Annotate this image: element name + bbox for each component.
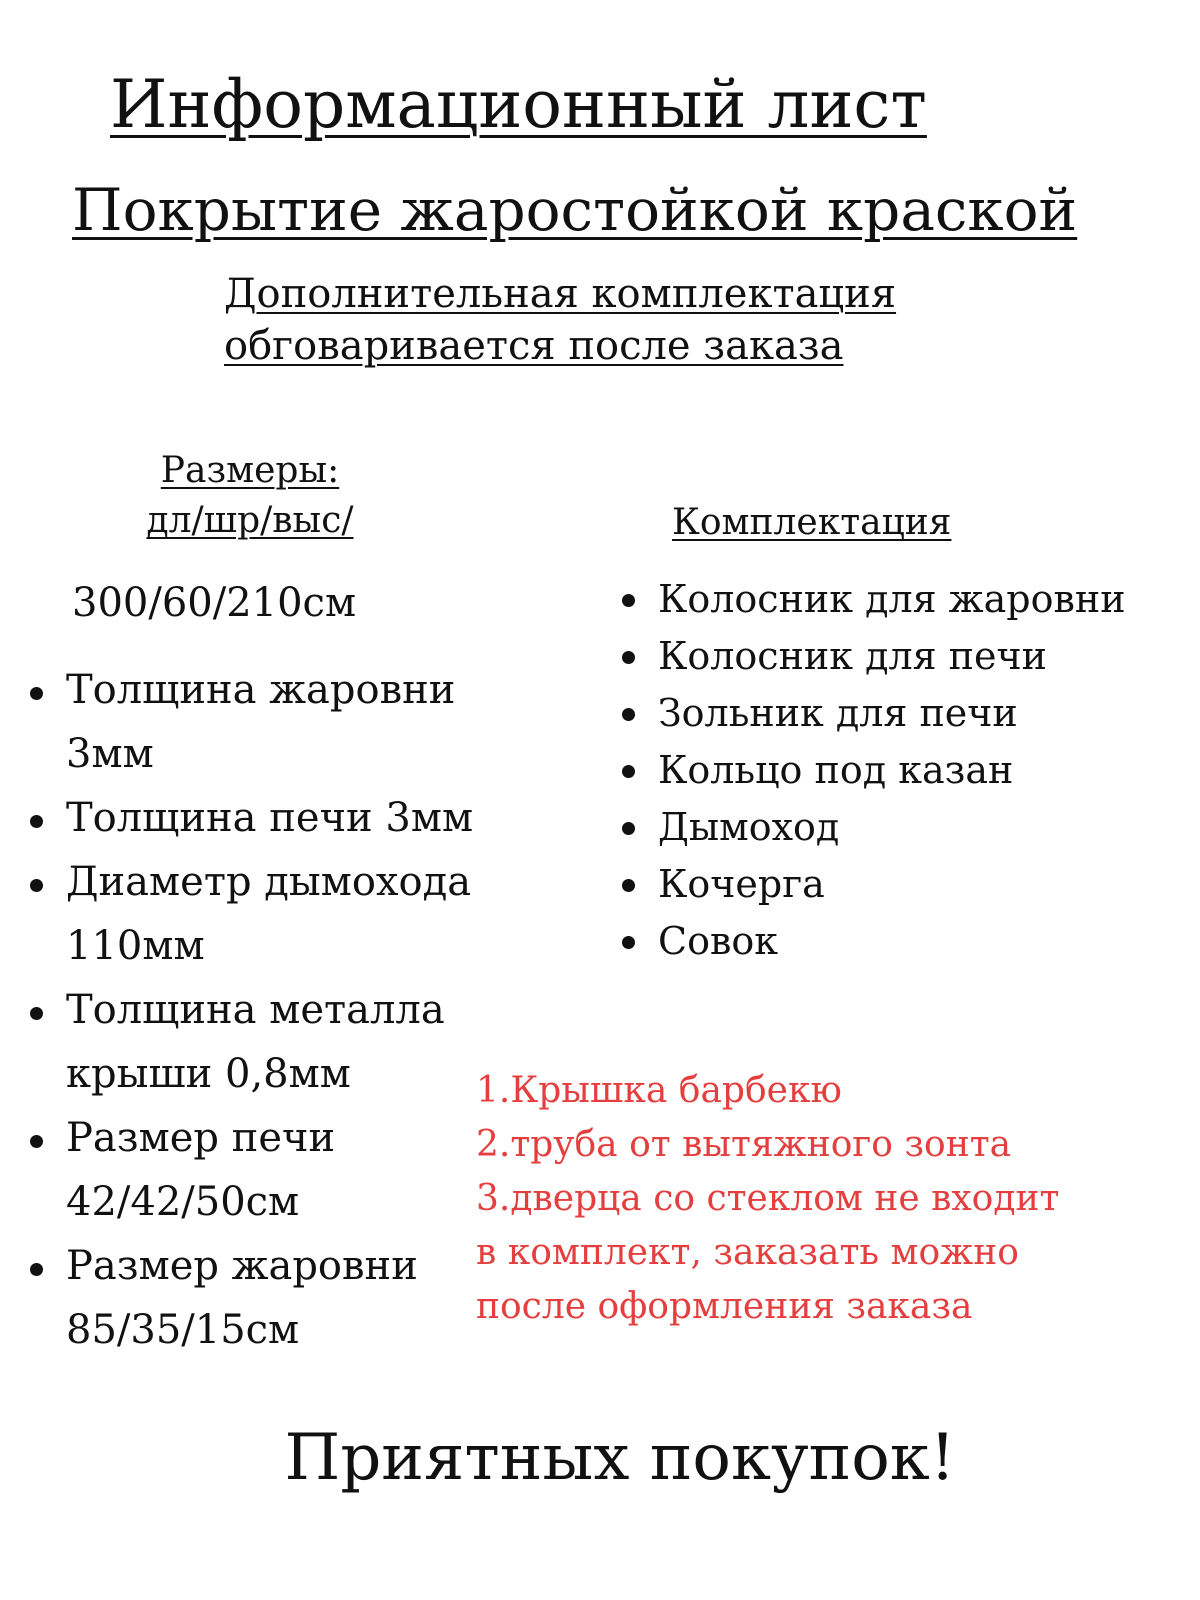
page-title: Информационный лист — [110, 66, 927, 143]
spec-item-label: Толщина металла крыши 0,8мм — [66, 987, 445, 1097]
order-note — [224, 268, 896, 372]
kit-list — [610, 571, 1190, 970]
spec-item-label: Размер печи 42/42/50см — [66, 1115, 336, 1225]
kit-item: Кочерга — [610, 856, 1190, 913]
extras-note-line: 1.Крышка барбекю — [476, 1070, 842, 1111]
kit-heading: Комплектация — [672, 502, 952, 543]
extras-note-line: 2.труба от вытяжного зонта — [476, 1124, 1012, 1165]
spec-item-label: Толщина печи 3мм — [66, 795, 474, 841]
kit-item: Колосник для жаровни — [610, 571, 1190, 628]
spec-item-label: Диаметр дымохода 110мм — [66, 859, 472, 969]
spec-item-stove-thickness — [0, 786, 490, 850]
order-note-line-1: Дополнительная комплектация — [224, 271, 897, 317]
extras-note-line: в комплект, заказать можно — [476, 1232, 1019, 1273]
kit-item: Кольцо под казан — [610, 742, 1190, 799]
spec-item-chimney-diameter — [0, 850, 490, 978]
spec-item-roaster-size — [0, 1234, 490, 1362]
spec-item-stove-size — [0, 1106, 490, 1234]
extras-note-line: 3.дверца со стеклом не входит — [476, 1178, 1060, 1219]
sizes-value: 300/60/210см — [72, 580, 357, 626]
kit-item: Совок — [610, 913, 1190, 970]
kit-item: Колосник для печи — [610, 628, 1190, 685]
sizes-heading — [100, 446, 400, 546]
kit-item: Дымоход — [610, 799, 1190, 856]
order-note-line-2: обговаривается после заказа — [224, 323, 844, 369]
spec-item-label: Толщина жаровни 3мм — [66, 667, 456, 777]
extras-note-line: после оформления заказа — [476, 1286, 973, 1327]
kit-item: Зольник для печи — [610, 685, 1190, 742]
spec-item-label: Размер жаровни 85/35/15см — [66, 1243, 418, 1353]
spec-item-roaster-thickness — [0, 658, 490, 786]
closing-message: Приятных покупок! — [284, 1421, 956, 1495]
sizes-heading-line-2: дл/шр/выс/ — [146, 500, 354, 541]
sizes-heading-line-1: Размеры: — [160, 450, 340, 491]
spec-item-roof-metal-thickness — [0, 978, 490, 1106]
extras-note — [476, 1064, 1194, 1334]
spec-list — [0, 658, 490, 1362]
page-subtitle: Покрытие жаростойкой краской — [72, 176, 1078, 244]
